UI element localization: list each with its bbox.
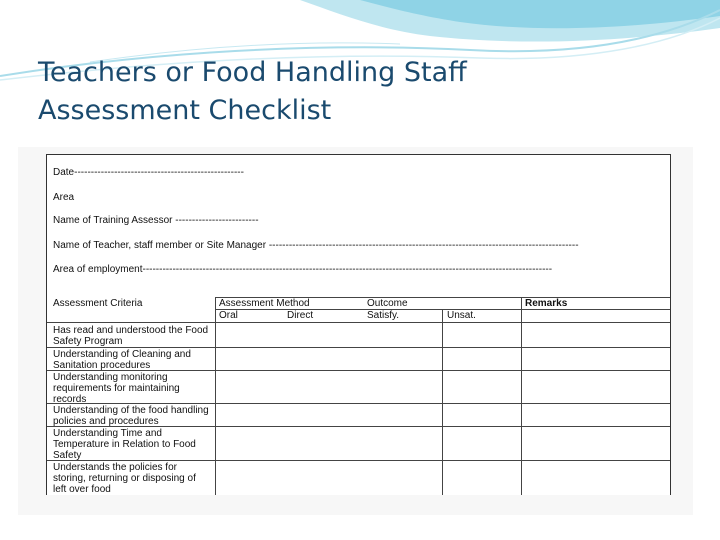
criteria-row: Understanding of Cleaning and Sanitation procedures — [53, 349, 191, 371]
table-rule — [215, 297, 670, 298]
subheader-satisfy: Satisfy. — [367, 310, 400, 321]
table-rule — [47, 347, 670, 348]
title-line-1: Teachers or Food Handling Staff — [38, 57, 467, 88]
header-method: Assessment Method — [219, 298, 310, 309]
table-rule — [442, 309, 443, 495]
header-remarks: Remarks — [525, 298, 568, 309]
criteria-row: Has read and understood the Food Safety Program — [53, 325, 209, 347]
criteria-row: Understanding of the food handling policies and procedures — [53, 405, 209, 427]
subheader-unsat: Unsat. — [447, 310, 476, 321]
subheader-direct: Direct — [287, 310, 314, 321]
teacher-field: Name of Teacher, staff member or Site Manager --------------------------------------------------------------------------------------------- — [53, 240, 579, 251]
title-line-2: Assessment Checklist — [38, 95, 332, 126]
criteria-row: Understanding monitoring requirements for maintaining records — [53, 372, 180, 405]
criteria-row: Understanding Time and Temperature in Relation to Food Safety — [53, 428, 196, 461]
assessment-form — [46, 154, 671, 495]
area-field: Area — [53, 192, 75, 203]
date-field: Date--------------------------------------------------- — [53, 167, 244, 178]
header-criteria: Assessment Criteria — [53, 298, 143, 309]
table-rule — [215, 297, 216, 495]
assessor-field: Name of Training Assessor ------------------------- — [53, 215, 259, 226]
criteria-row: Understands the policies for storing, returning or disposing of left over food — [53, 462, 196, 495]
table-rule — [47, 322, 670, 323]
subheader-oral: Oral — [219, 310, 238, 321]
table-rule — [521, 297, 522, 495]
header-outcome: Outcome — [367, 298, 408, 309]
slide-title — [38, 54, 467, 130]
employment-field: Area of employment--------------------------------------------------------------------------------------------------------------------------- — [53, 264, 553, 275]
